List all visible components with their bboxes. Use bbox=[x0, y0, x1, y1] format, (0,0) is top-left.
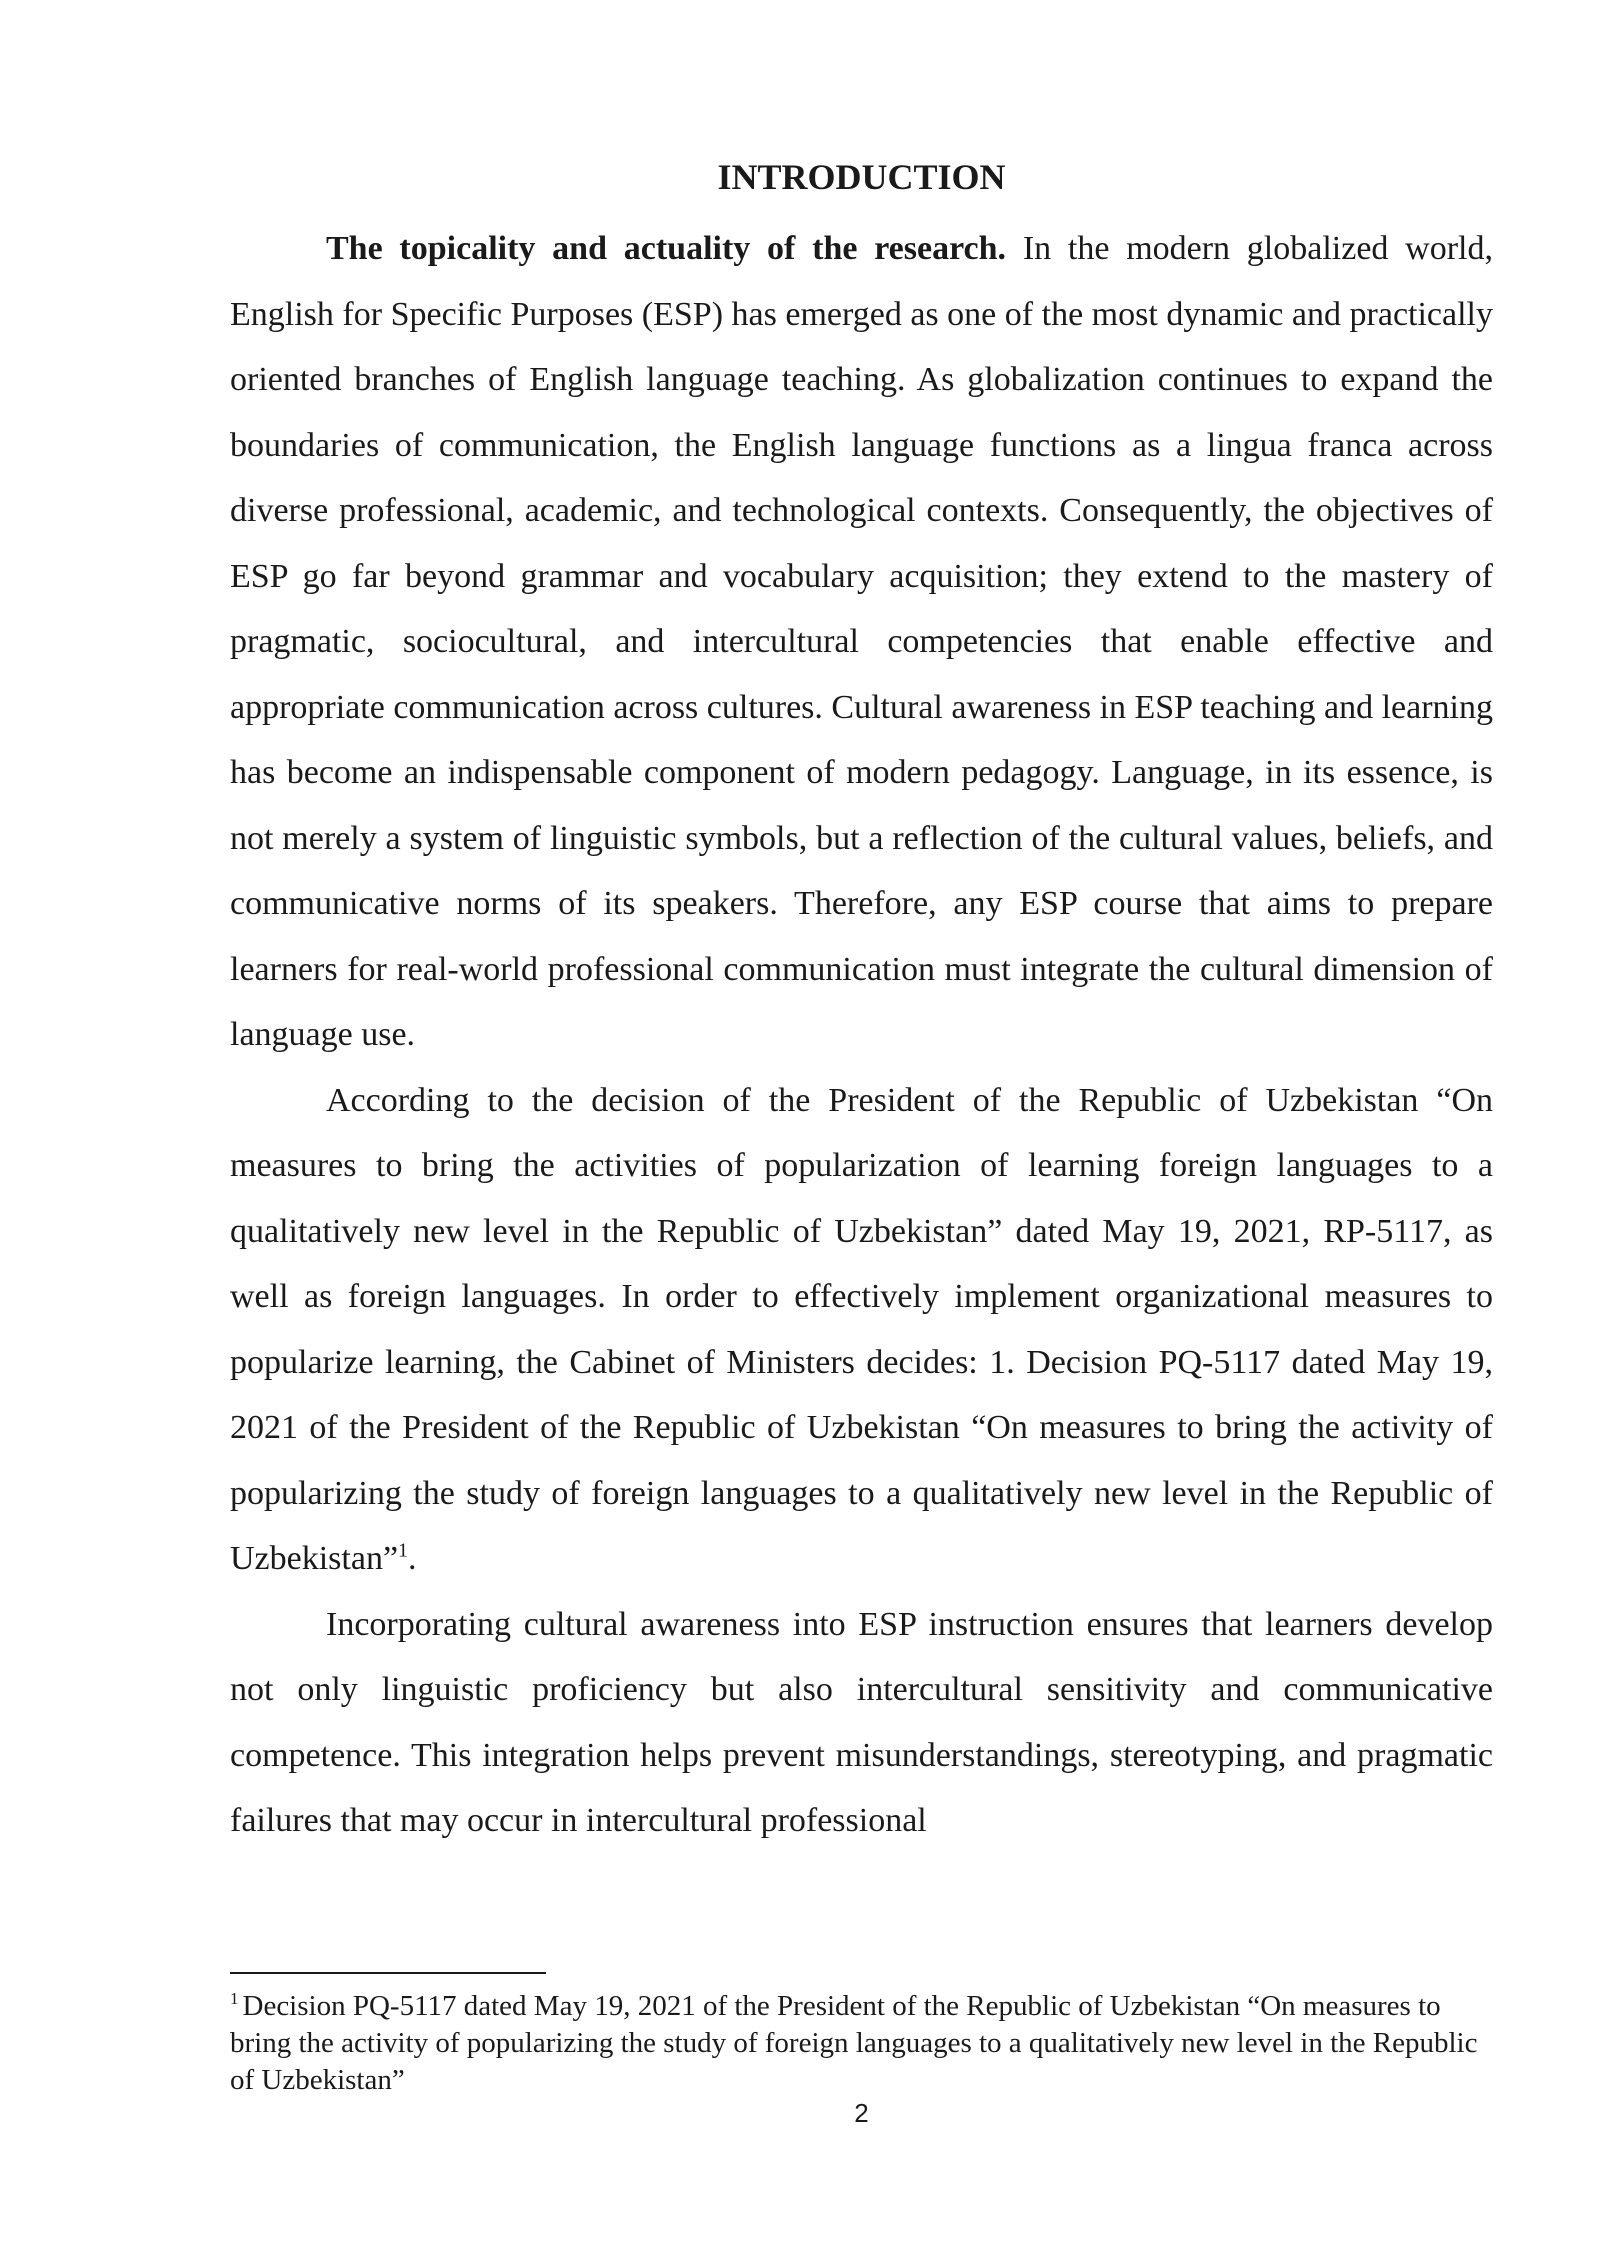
footnote-text: Decision PQ-5117 dated May 19, 2021 of the President of the Republic of Uzbekistan “On measures to bring the activity of popularizing the study of foreign languages to a qualitatively new level in the Republic of Uzbekistan” bbox=[230, 1990, 1478, 2096]
paragraph-text: Incorporating cultural awareness into ESP instruction ensures that learners develop not only linguistic proficiency but also intercultural sensitivity and communicative competence. This integration helps prevent misunderstandings, stereotyping, and pragmatic failures that may occur in intercultural professional bbox=[230, 1605, 1493, 1839]
footnote-reference[interactable]: 1 bbox=[398, 1539, 409, 1562]
paragraph-text: According to the decision of the President of the Republic of Uzbekistan “On measures to bring the activities of popularization of learning foreign languages to a qualitatively new level in the Republic of Uzbekistan” dated May 19, 2021, RP-5117, as well as foreign languages. In order to effectively implement organizational measures to popularize learning, the Cabinet of Ministers decides: 1. Decision PQ-5117 dated May 19, 2021 of the President of the Republic of Uzbekistan “On measures to bring the activity of popularizing the study of foreign languages to a qualitatively new level in the Republic of Uzbekistan” bbox=[230, 1081, 1493, 1577]
section-title: INTRODUCTION bbox=[717, 157, 1006, 197]
footnote-separator bbox=[230, 1972, 546, 1974]
paragraph-tail: . bbox=[408, 1540, 417, 1577]
paragraph-text: In the modern globalized world, English for Specific Purposes (ESP) has emerged as one of the most dynamic and practically oriented branches of English language teaching. As globalization continues to expand the boundaries of communication, the English language functions as a lingua franca across diverse professional, academic, and technological contexts. Consequently, the objectives of ESP go far beyond grammar and vocabulary acquisition; they extend to the mastery of pragmatic, sociocultural, and intercultural competencies that enable effective and appropriate communication across cultures. Cultural awareness in ESP teaching and learning has become an indispensable component of modern pedagogy. Language, in its essence, is not merely a system of linguistic symbols, but a reflection of the cultural values, beliefs, and communicative norms of its speakers. Therefore, any ESP course that aims to prepare learners for real-world professional communication must integrate the cultural dimension of language use. bbox=[230, 230, 1493, 1053]
footnote-marker: 1 bbox=[230, 1989, 239, 2009]
page-number: 2 bbox=[854, 2098, 869, 2128]
footnote bbox=[230, 1988, 1493, 2099]
paragraph-presidential-decision bbox=[230, 1068, 1493, 1592]
paragraph-topicality bbox=[230, 216, 1493, 1068]
paragraph-lead-heading: The topicality and actuality of the research. bbox=[326, 230, 1007, 267]
paragraph-cultural-awareness bbox=[230, 1592, 1493, 1854]
page-body bbox=[230, 150, 1493, 1854]
